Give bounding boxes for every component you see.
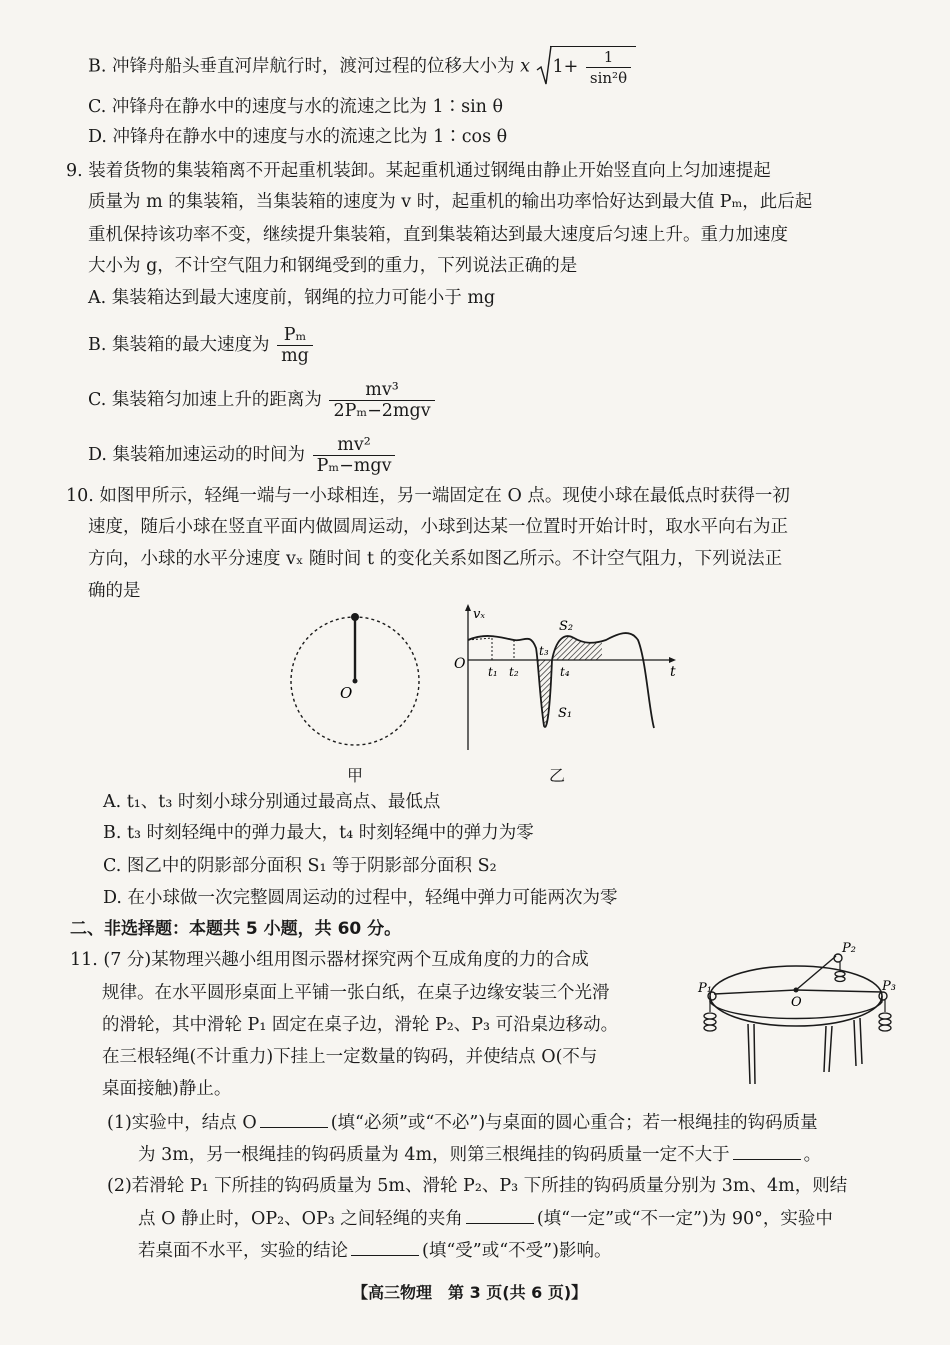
sqrt-sign-icon [536, 44, 552, 88]
q10-stem-line4: 确的是 [88, 581, 141, 601]
q10-stem-line1: 10. 如图甲所示，轻绳一端与一小球相连，另一端固定在 O 点。现使小球在最低点时获得一初 [66, 486, 790, 506]
s2-label: S₂ [559, 619, 574, 634]
q8-option-c: C. 冲锋舟在静水中的速度与水的流速之比为 1∶sin θ [88, 97, 504, 117]
t1-label: t₁ [488, 665, 498, 679]
q10-option-a: A. t₁、t₃ 时刻小球分别通过最高点、最低点 [103, 792, 441, 812]
q11-stem-line5: 桌面接触)静止。 [102, 1079, 232, 1099]
ball-dot [351, 613, 359, 621]
label-o: O [791, 995, 802, 1010]
pivot-dot [353, 679, 358, 684]
weights-p2-icon [835, 972, 845, 982]
label-p2: P₂ [842, 941, 856, 956]
fig-jia-caption: 甲 [347, 766, 364, 785]
q10-option-c: C. 图乙中的阴影部分面积 S₁ 等于阴影部分面积 S₂ [103, 856, 497, 876]
fig-yi-caption: 乙 [549, 766, 566, 785]
q9-stem-line3: 重机保持该功率不变，继续提升集装箱，直到集装箱达到最大速度后匀速上升。重力加速度 [88, 225, 788, 245]
q10-option-b: B. t₃ 时刻轻绳中的弹力最大，t₄ 时刻轻绳中的弹力为零 [103, 823, 534, 843]
q11-stem-line4: 在三根轻绳(不计重力)下挂上一定数量的钩码，并使结点 O(不与 [102, 1047, 598, 1067]
pulley-p2-icon [834, 954, 842, 962]
q11-stem-line1: 11. (7 分)某物理兴趣小组用图示器材探究两个互成角度的力的合成 [70, 950, 589, 970]
s1-label: S₁ [558, 706, 573, 721]
table-leg [854, 1018, 862, 1066]
answer-blank-1[interactable] [260, 1109, 328, 1128]
t4-label: t₄ [560, 665, 570, 679]
t3-label: t₃ [539, 644, 549, 658]
label-p3: P₃ [882, 979, 896, 994]
q9-stem-line4: 大小为 g，不计空气阻力和钢绳受到的重力，下列说法正确的是 [88, 256, 578, 276]
t-axis-label: t [670, 664, 676, 680]
string-op1 [714, 990, 796, 994]
q9-option-d: D. 集装箱加速运动的时间为 $\frac{\text{mv²}}{\text{Pₘ−mgv}}$ [88, 435, 397, 476]
q10-stem-line3: 方向，小球的水平分速度 vₓ 随时间 t 的变化关系如图乙所示。不计空气阻力，下列说法正 [88, 549, 783, 569]
answer-blank-4[interactable] [351, 1237, 419, 1256]
q9-stem-line1: 9. 装着货物的集装箱离不开起重机装卸。某起重机通过钢绳由静止开始竖直向上匀加速提起 [66, 161, 771, 181]
q11-part2-line1: (2)若滑轮 P₁ 下所挂的钩码质量为 5m、滑轮 P₂、P₃ 下所挂的钩码质量分别为 3m、4m，则结 [107, 1176, 848, 1196]
q9-option-c: C. 集装箱匀加速上升的距离为 $\frac{\text{mv³}}{\text{2Pₘ−2mgv}}$ [88, 380, 437, 421]
q11-stem-line2: 规律。在水平圆形桌面上平铺一张白纸，在桌子边缘安装三个光滑 [102, 983, 610, 1003]
weights-p1-icon [704, 1013, 716, 1031]
answer-blank-2[interactable] [733, 1141, 801, 1160]
q9-option-b: B. 集装箱的最大速度为 $\frac{\text{Pₘ}}{mg}$ [88, 325, 315, 366]
section-2-heading: 二、非选择题：本题共 5 小题，共 60 分。 [70, 919, 402, 939]
string-op2 [796, 956, 836, 990]
q9-option-a: A. 集装箱达到最大速度前，钢绳的拉力可能小于 mg [88, 288, 496, 308]
q11-part1-line1: (1)实验中，结点 O (填“必须”或“不必”)与桌面的圆心重合；若一根绳挂的钩码质量 [107, 1109, 818, 1136]
knot-o [794, 988, 799, 993]
label-p1: P₁ [698, 981, 712, 996]
q11-part2-line2: 点 O 静止时，OP₂、OP₃ 之间轻绳的夹角 (填“一定”或“不一定”)为 90°，实验中 [138, 1205, 833, 1232]
t-axis-arrow-icon [669, 657, 676, 663]
q11-stem-line3: 的滑轮，其中滑轮 P₁ 固定在桌子边，滑轮 P₂、P₃ 可沿桌边移动。 [102, 1015, 619, 1035]
q10-option-d: D. 在小球做一次完整圆周运动的过程中，轻绳中弹力可能两次为零 [103, 888, 618, 908]
weights-p3-icon [879, 1013, 891, 1031]
t2-label: t₂ [509, 665, 519, 679]
answer-blank-3[interactable] [466, 1205, 534, 1224]
q9-stem-line2: 质量为 m 的集装箱，当集装箱的速度为 v 时，起重机的输出功率恰好达到最大值 Pₘ，此后起 [88, 192, 813, 212]
table-apparatus-figure [696, 938, 906, 1094]
page-footer: 【高三物理 第 3 页(共 6 页)】 [352, 1283, 588, 1302]
q11-part1-line2: 为 3m，另一根绳挂的钩码质量为 4m，则第三根绳挂的钩码质量一定不大于 。 [138, 1141, 821, 1168]
q10-stem-line2: 速度，随后小球在竖直平面内做圆周运动，小球到达某一位置时开始计时，取水平向右为正 [88, 517, 788, 537]
q8-option-b: B. 冲锋舟船头垂直河岸航行时，渡河过程的位移大小为 x 1+ $\frac{1}{\text{sin²θ}}$ [88, 46, 636, 88]
table-leg [748, 1024, 755, 1084]
figure-yi-graph [452, 600, 692, 760]
vx-axis-arrow-icon [465, 604, 471, 611]
graph-origin-label: O [454, 656, 466, 672]
fig-jia-o-label: O [340, 684, 353, 702]
q8-radical: 1+ $\frac{1}{\text{sin²θ}}$ [536, 46, 637, 88]
table-leg [824, 1026, 832, 1072]
q8-option-d: D. 冲锋舟在静水中的速度与水的流速之比为 1∶cos θ [88, 127, 508, 147]
q11-part2-line3: 若桌面不水平，实验的结论 (填“受”或“不受”)影响。 [138, 1237, 611, 1264]
string-op3 [796, 990, 882, 992]
vx-axis-label: vₓ [473, 607, 485, 622]
figure-jia-circle [282, 604, 432, 754]
